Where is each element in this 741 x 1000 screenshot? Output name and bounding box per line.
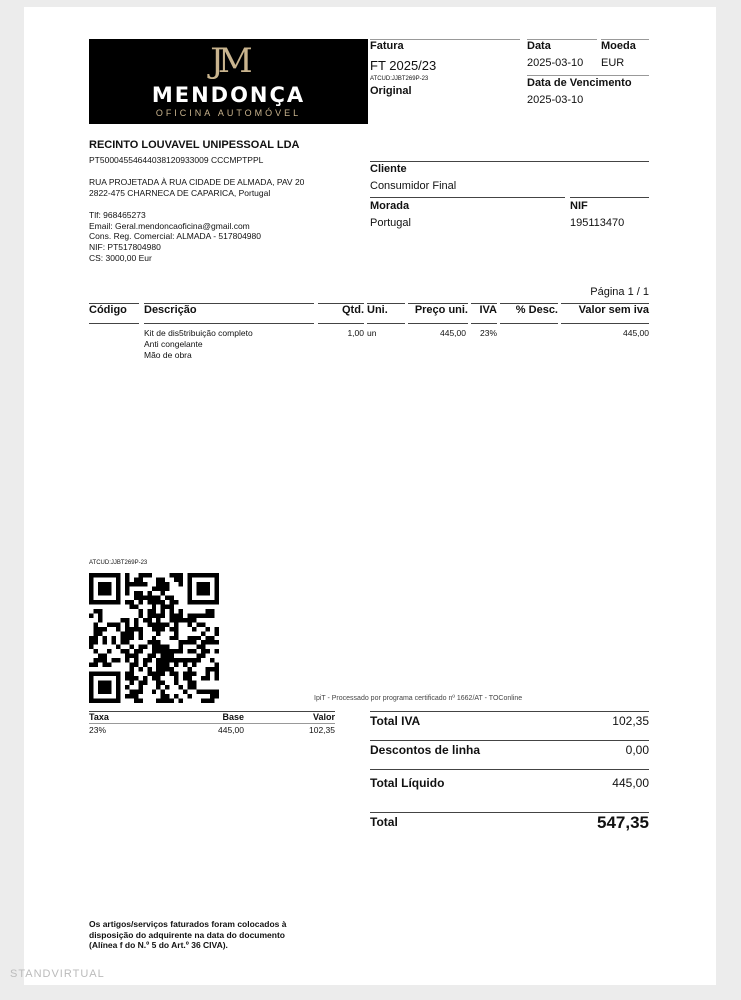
total-vat: 102,35 <box>612 714 649 728</box>
col-unit: Uni. <box>367 304 388 316</box>
nif-label: NIF <box>570 200 588 212</box>
company-address-line2: 2822-475 CHARNECA DE CAPARICA, Portugal <box>89 188 271 198</box>
tax-col-base: Base <box>222 712 244 722</box>
due-date-label: Data de Vencimento <box>527 77 632 89</box>
logo-tagline: OFICINA AUTOMÓVEL <box>155 108 302 118</box>
footer-note <box>89 919 286 951</box>
item-unit: un <box>367 328 377 338</box>
item-vat: 23% <box>479 328 497 338</box>
invoice-copy: Original <box>370 85 412 97</box>
company-iban: PT50004554644038120933009 CCCMPTPPL <box>89 155 264 165</box>
company-logo <box>89 39 368 124</box>
pagination: Página 1 / 1 <box>590 286 649 298</box>
invoice-currency: EUR <box>601 57 625 69</box>
certification-note: IpiT - Processado por programa certificado nº 1662/AT - TOConline <box>314 695 523 702</box>
invoice-number: FT 2025/23 <box>370 58 437 73</box>
date-label: Data <box>527 40 551 52</box>
tax-rate: 23% <box>89 725 107 735</box>
line-discounts-label: Descontos de linha <box>370 743 481 757</box>
invoice-type-label: Fatura <box>370 40 404 52</box>
col-net-value: Valor sem iva <box>578 304 649 316</box>
tax-base: 445,00 <box>218 725 244 735</box>
item-net-value: 445,00 <box>623 328 649 338</box>
footer-note-line3: (Alínea f do N.º 5 do Art.º 36 CIVA). <box>89 940 228 950</box>
footer-note-line1: Os artigos/serviços faturados foram colocados à <box>89 919 287 929</box>
invoice-page <box>24 7 716 985</box>
total-net-label: Total Líquido <box>370 776 445 790</box>
client-address: Portugal <box>370 217 411 229</box>
total-vat-label: Total IVA <box>370 714 421 728</box>
qr-atcud: ATCUD:JJBT269P-23 <box>89 560 148 566</box>
logo-name: MENDONÇA <box>151 83 306 107</box>
col-qty: Qtd. <box>342 304 364 316</box>
company-email: Email: Geral.mendoncaoficina@gmail.com <box>89 221 250 231</box>
item-description-line2: Anti congelante <box>144 339 203 349</box>
col-code: Código <box>89 304 127 316</box>
col-description: Descrição <box>144 304 197 316</box>
company-cs: CS: 3000,00 Eur <box>89 253 152 263</box>
item-qty: 1,00 <box>347 328 364 338</box>
col-discount: % Desc. <box>515 304 558 316</box>
footer-note-line2: disposição do adquirente na data do documento <box>89 929 285 940</box>
item-unit-price: 445,00 <box>440 328 466 338</box>
col-vat: IVA <box>479 304 497 316</box>
company-address-line1: RUA PROJETADA À RUA CIDADE DE ALMADA, PAV 20 <box>89 177 305 187</box>
invoice-atcud: ATCUD:JJBT269P-23 <box>370 76 429 82</box>
tax-value: 102,35 <box>309 725 335 735</box>
grand-total: 547,35 <box>597 813 649 832</box>
total-net: 445,00 <box>612 776 649 790</box>
watermark-logo: STANDVIRTUAL <box>10 968 105 980</box>
item-description-line1: Kit de dis5tribuição completo <box>144 328 253 338</box>
invoice-date: 2025-03-10 <box>527 57 584 69</box>
grand-total-label: Total <box>370 815 398 829</box>
item-description-line3: Mão de obra <box>144 350 192 360</box>
client-name: Consumidor Final <box>370 180 457 192</box>
line-discounts: 0,00 <box>625 743 649 757</box>
company-nif: NIF: PT517804980 <box>89 242 161 252</box>
company-registration: Cons. Reg. Comercial: ALMADA - 517804980 <box>89 231 261 241</box>
company-phone: Tlf: 968465273 <box>89 210 146 220</box>
address-label: Morada <box>370 200 410 212</box>
currency-label: Moeda <box>601 40 636 52</box>
tax-col-rate: Taxa <box>89 712 109 722</box>
tax-col-value: Valor <box>312 712 335 722</box>
qr-code-icon <box>89 573 219 703</box>
logo-mark: JM <box>210 41 247 81</box>
col-unit-price: Preço uni. <box>414 304 468 316</box>
client-label: Cliente <box>370 163 407 175</box>
company-name: RECINTO LOUVAVEL UNIPESSOAL LDA <box>89 139 300 151</box>
client-nif: 195113470 <box>570 217 625 229</box>
due-date: 2025-03-10 <box>527 94 584 106</box>
